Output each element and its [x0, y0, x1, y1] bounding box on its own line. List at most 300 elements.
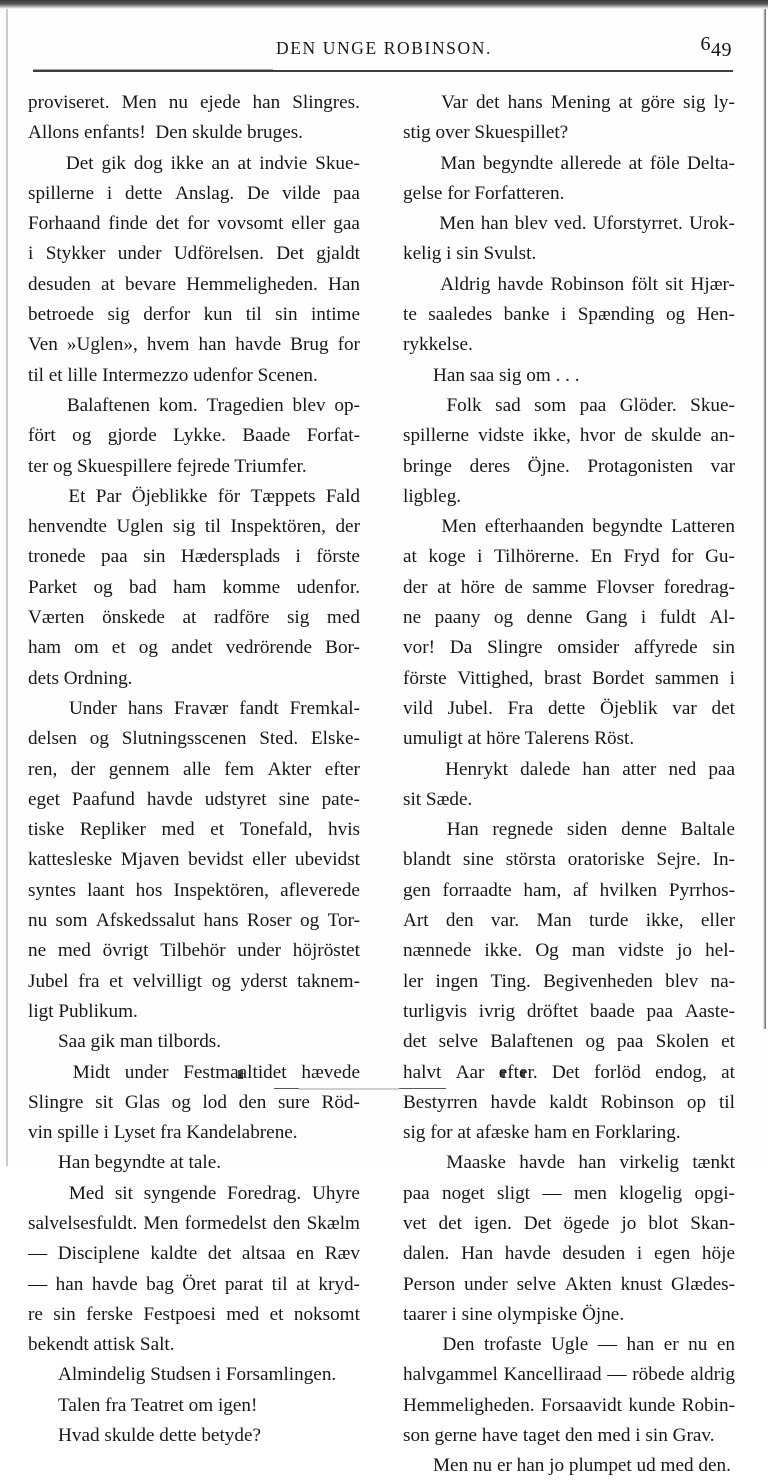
word: til: [204, 516, 221, 538]
word: gennem: [108, 758, 170, 780]
word: Stykker: [45, 243, 106, 265]
word: ren,: [28, 758, 58, 780]
word: forraadte: [442, 879, 512, 901]
word: Værten: [28, 607, 85, 629]
word: henvendte: [28, 516, 107, 538]
text-line: [28, 967, 360, 997]
text-line: [28, 1088, 360, 1118]
text-line: [28, 815, 360, 845]
word: under: [464, 1273, 508, 1295]
word: yderst: [240, 970, 288, 992]
word: selve: [516, 1273, 557, 1295]
text-line: [28, 906, 360, 936]
word: övrigt: [102, 940, 149, 962]
word: han: [55, 1273, 84, 1295]
text-line: [28, 1058, 360, 1088]
word: og: [171, 1091, 191, 1113]
word: bag: [146, 1273, 174, 1295]
word: tænkt: [692, 1152, 735, 1174]
word: som: [534, 394, 567, 416]
word: blev: [514, 213, 548, 235]
word: Tor-: [327, 910, 360, 932]
text-line: Han saa sig om . . .: [433, 364, 580, 386]
word: desuden: [28, 273, 91, 295]
word: i: [640, 607, 647, 629]
word: Slutningsscenen: [121, 728, 247, 750]
word: syntes: [28, 879, 76, 901]
paragraph: [28, 391, 360, 482]
page-number: [701, 33, 733, 59]
word: en: [716, 1334, 735, 1356]
paragraph: [403, 149, 735, 210]
word: der: [335, 516, 360, 538]
word: under: [124, 1061, 169, 1083]
word: —: [28, 1243, 48, 1265]
text-line: [28, 1270, 360, 1300]
word: na-: [710, 970, 735, 992]
word: an-: [710, 425, 735, 447]
text-line: [403, 1027, 735, 1057]
word: sig: [683, 92, 706, 113]
word: ögede: [563, 1212, 610, 1234]
word: efter.: [498, 1061, 538, 1083]
word: vor!: [403, 637, 435, 659]
word: halvgammel: [403, 1364, 498, 1386]
word: paa: [333, 182, 360, 204]
word: hvilken: [599, 879, 658, 901]
text-line: [403, 149, 735, 179]
word: Hen-: [696, 304, 735, 326]
word: Skan-: [690, 1212, 735, 1234]
word: Hjær-: [690, 273, 735, 295]
word: desuden: [562, 1243, 626, 1265]
word: sine: [278, 788, 310, 810]
word: i: [477, 546, 483, 568]
word: Glas: [124, 1091, 160, 1113]
text-line: sit Sæde.: [403, 788, 473, 810]
text-line: til et lille Intermezzo udenfor Scenen.: [28, 364, 318, 386]
word: Det: [523, 1212, 552, 1234]
word: sin: [275, 304, 298, 326]
paragraph: [28, 1391, 360, 1421]
word: de: [504, 576, 523, 598]
word: Aaste-: [684, 1000, 735, 1022]
word: Udförelsen.: [173, 243, 264, 265]
word: an: [211, 152, 230, 174]
text-line: [28, 482, 360, 512]
text-line: Saa gik man tilbords.: [58, 1031, 222, 1053]
word: og: [93, 576, 113, 598]
word: röbede: [632, 1364, 685, 1386]
word: halvt: [403, 1061, 442, 1083]
word: skulde: [651, 425, 702, 447]
word: han: [198, 334, 227, 356]
word: at: [101, 273, 115, 295]
word: ham: [173, 576, 207, 598]
word: Inspektören,: [173, 879, 269, 901]
word: og: [300, 910, 320, 932]
word: Begivenheden: [543, 970, 653, 992]
folio-digit-2: 4: [711, 39, 722, 61]
word: og: [72, 425, 92, 447]
word: Afskedssalut: [95, 910, 196, 932]
word: kryd-: [318, 1273, 360, 1295]
text-line: [403, 1058, 735, 1088]
text-line: [28, 512, 360, 542]
word: Men: [441, 516, 477, 538]
word: Man: [536, 910, 572, 932]
word: sig: [172, 516, 196, 538]
word: Urok-: [689, 213, 735, 235]
text-line: umuligt at höre Talerens Röst.: [403, 728, 635, 750]
word: oratoriske: [567, 849, 645, 871]
word: man: [571, 940, 605, 962]
running-head: [28, 33, 740, 64]
word: et: [111, 637, 126, 659]
word: Öjne.: [527, 455, 570, 477]
word: var: [672, 697, 697, 719]
text-line: [403, 967, 735, 997]
word: Parket: [28, 576, 78, 598]
word: aldrig: [690, 1364, 735, 1386]
text-line: [28, 633, 360, 663]
paragraph: [28, 88, 360, 149]
word: Aar: [455, 1061, 485, 1083]
word: fem: [224, 758, 255, 780]
word: ne: [28, 940, 47, 962]
word: —: [542, 1182, 562, 1204]
word: Slingres.: [292, 92, 360, 113]
word: ham: [28, 637, 62, 659]
text-line: bekendt attisk Salt.: [28, 1334, 175, 1356]
word: Gang: [585, 607, 628, 629]
word: han: [480, 213, 509, 235]
word: efter: [324, 758, 360, 780]
word: delsen: [28, 728, 78, 750]
word: at: [403, 546, 417, 568]
word: Inspektören,: [230, 516, 326, 538]
word: nænnede: [403, 940, 472, 962]
word: laant: [87, 879, 125, 901]
paragraph: [28, 482, 360, 694]
word: hos: [135, 879, 163, 901]
word: havde: [235, 334, 282, 356]
word: sad: [495, 394, 521, 416]
word: Men: [439, 213, 475, 235]
word: endog,: [655, 1061, 707, 1083]
word: blot: [648, 1212, 679, 1234]
word: Og: [535, 940, 559, 962]
word: eller: [252, 849, 287, 871]
text-line: Allons enfants! Den skulde bruges.: [28, 122, 303, 144]
word: Mjaven: [120, 849, 180, 871]
word: regnede: [492, 819, 554, 841]
word: Fremkal-: [289, 697, 360, 719]
word: paa: [708, 758, 735, 780]
paragraph: [403, 1148, 735, 1330]
word: af: [572, 879, 588, 901]
word: eller: [700, 910, 735, 932]
word: Skue-: [690, 394, 735, 416]
word: Tilbehör: [160, 940, 226, 962]
text-body: [28, 88, 736, 1482]
text-line: gelse for Forfatteren.: [403, 182, 565, 204]
word: indvie: [259, 152, 308, 174]
running-head-title: DEN UNGE ROBINSON.: [276, 38, 492, 58]
word: jo: [677, 940, 692, 962]
word: Disciplene: [57, 1243, 140, 1265]
word: gjaldt: [316, 243, 360, 265]
word: andet: [171, 637, 213, 659]
word: i: [295, 546, 301, 568]
text-line: taarer i sine olympiske Öjne.: [403, 1303, 625, 1325]
text-line: [403, 209, 735, 239]
word: den: [238, 1091, 267, 1113]
word: vovsomt: [217, 213, 284, 235]
text-line: [28, 179, 360, 209]
text-line: [403, 1239, 735, 1269]
word: Det: [551, 1061, 580, 1083]
word: og: [665, 304, 686, 326]
word: Baade: [242, 425, 291, 447]
word: altsaa: [241, 1243, 286, 1265]
text-line: [28, 936, 360, 966]
word: Pyrrhos-: [668, 879, 735, 901]
word: ikke,: [533, 425, 571, 447]
text-line: [28, 1300, 360, 1330]
word: Flovser: [596, 576, 654, 598]
word: Anslag.: [175, 182, 235, 204]
word: formedelst: [184, 1212, 267, 1234]
paragraph: [403, 1330, 735, 1451]
word: nu: [688, 1334, 708, 1356]
word: ly-: [713, 92, 735, 113]
word: et: [269, 1303, 284, 1325]
word: turligvis: [403, 1000, 467, 1022]
word: Det: [65, 152, 94, 174]
word: Glædes-: [671, 1273, 735, 1295]
column-left: [28, 88, 360, 1482]
word: paa: [100, 546, 128, 568]
text-line: ligt Publikum.: [28, 1000, 138, 1022]
word: begyndte: [592, 516, 663, 538]
word: trofaste: [483, 1334, 542, 1356]
word: Med: [68, 1182, 104, 1204]
text-line: Almindelig Studsen i Forsamlingen.: [58, 1364, 337, 1386]
word: bevare: [124, 273, 177, 295]
word: In-: [712, 849, 735, 871]
word: Tonefald,: [239, 819, 313, 841]
word: og: [138, 637, 158, 659]
paragraph: [28, 1179, 360, 1361]
word: Balaftenen: [490, 1031, 574, 1053]
word: Skælm: [306, 1212, 360, 1234]
word: den: [272, 1212, 301, 1234]
word: i: [106, 182, 113, 204]
text-line: [28, 603, 360, 633]
word: vet: [403, 1212, 427, 1234]
word: for: [187, 213, 210, 235]
paragraph: [403, 755, 735, 816]
paragraph: [403, 391, 735, 512]
text-line: [403, 997, 735, 1027]
word: sammen: [654, 667, 719, 689]
text-line: kelig i sin Svulst.: [403, 243, 537, 265]
word: klogelig: [619, 1182, 683, 1204]
word: Den: [442, 1334, 475, 1356]
word: Robin-: [681, 1394, 735, 1416]
word: Fryd: [623, 546, 660, 568]
text-line: [403, 391, 735, 421]
text-line: [403, 452, 735, 482]
word: udenfor.: [296, 576, 360, 598]
text-line: [28, 845, 360, 875]
word: et: [721, 1031, 735, 1053]
word: Bestyrren: [403, 1091, 478, 1113]
text-line: [403, 876, 735, 906]
word: sit: [114, 1182, 133, 1204]
text-line: [403, 755, 735, 785]
word: höre: [460, 576, 495, 598]
text-line: [403, 633, 735, 663]
word: at: [721, 1061, 735, 1083]
word: Sejre.: [656, 849, 701, 871]
word: der: [403, 576, 428, 598]
text-line: [403, 694, 735, 724]
text-line: [28, 88, 360, 118]
word: parat: [224, 1273, 264, 1295]
word: vilde: [282, 182, 321, 204]
text-line: [403, 512, 735, 542]
word: spillerne: [403, 425, 470, 447]
word: paa: [616, 1031, 644, 1053]
word: Sted.: [259, 728, 299, 750]
text-line: [403, 1270, 735, 1300]
word: saaledes: [428, 304, 493, 326]
word: Aldrig: [440, 273, 491, 295]
word: Fra: [507, 697, 534, 719]
word: Al-: [709, 607, 735, 629]
word: ved.: [554, 213, 587, 235]
footer-rule: [274, 1088, 446, 1089]
word: denne: [526, 607, 573, 629]
word: jo: [621, 1212, 637, 1234]
paragraph: [28, 1148, 360, 1178]
text-line: sig for at afæske ham en Forklaring.: [403, 1122, 681, 1144]
word: pate-: [321, 788, 360, 810]
word: der: [70, 758, 96, 780]
word: paa: [646, 1000, 674, 1022]
word: op-: [334, 394, 360, 416]
word: egen: [653, 1243, 691, 1265]
word: gik: [101, 152, 127, 174]
word: den: [445, 910, 474, 932]
text-line: [28, 300, 360, 330]
word: dröftet: [526, 1000, 579, 1022]
text-line: [28, 1209, 360, 1239]
text-line: dets Ordning.: [28, 667, 133, 689]
word: havde: [519, 1152, 566, 1174]
word: var: [710, 455, 735, 477]
word: Gu-: [705, 546, 735, 568]
word: velvilligt: [132, 970, 202, 992]
word: sine: [462, 849, 494, 871]
word: hvis: [328, 819, 360, 841]
word: Forhaand: [28, 213, 101, 235]
text-line: stig over Skuespillet?: [403, 122, 569, 144]
paragraph: [403, 361, 735, 391]
text-line: Han begyndte at tale.: [58, 1152, 222, 1174]
word: havde: [146, 788, 193, 810]
word: og: [89, 728, 109, 750]
word: Ugle: [551, 1334, 589, 1356]
word: förste: [316, 546, 360, 568]
word: fuldt: [659, 607, 696, 629]
word: Akten: [564, 1273, 612, 1295]
text-line: [28, 149, 360, 179]
word: Hædersplads: [180, 546, 281, 568]
word: noksomt: [293, 1303, 360, 1325]
folio-digit-3: 9: [721, 39, 732, 61]
word: ler: [403, 970, 424, 992]
word: siden: [566, 819, 608, 841]
word: et: [210, 819, 225, 841]
word: Tæppets: [250, 485, 316, 507]
word: vidste: [478, 425, 524, 447]
word: sin: [53, 1303, 76, 1325]
word: de: [624, 425, 643, 447]
word: i: [560, 304, 567, 326]
word: ubevidst: [294, 849, 360, 871]
word: at: [296, 1273, 310, 1295]
word: fölt: [631, 273, 658, 295]
text-line: [28, 876, 360, 906]
word: Da: [449, 637, 473, 659]
word: om: [74, 637, 99, 659]
word: er: [663, 1334, 679, 1356]
word: Det: [276, 243, 304, 265]
word: atter: [622, 758, 657, 780]
word: finde: [108, 213, 148, 235]
word: banke: [503, 304, 550, 326]
word: Mening: [550, 92, 611, 113]
word: Röd-: [321, 1091, 360, 1113]
word: turde: [588, 910, 629, 932]
text-line: [403, 1391, 735, 1421]
word: Tragedien: [206, 394, 284, 416]
word: intime: [310, 304, 360, 326]
word: spillerne: [28, 182, 95, 204]
word: största: [505, 849, 556, 871]
word: begyndte: [482, 152, 554, 174]
paragraph: [28, 1027, 360, 1057]
word: taknem-: [297, 970, 360, 992]
text-line: [28, 542, 360, 572]
text-line: [28, 785, 360, 815]
word: sin: [143, 546, 166, 568]
text-line: [28, 391, 360, 421]
word: Men: [121, 92, 157, 113]
text-line: [403, 1148, 735, 1178]
word: til: [271, 1273, 288, 1295]
word: Delta-: [687, 152, 735, 174]
word: Kancelliraad: [503, 1364, 602, 1386]
text-line: [403, 1330, 735, 1360]
word: ingen: [435, 970, 479, 992]
word: Uforstyrret.: [592, 213, 683, 235]
word: til: [245, 304, 262, 326]
word: Midt: [72, 1061, 111, 1083]
